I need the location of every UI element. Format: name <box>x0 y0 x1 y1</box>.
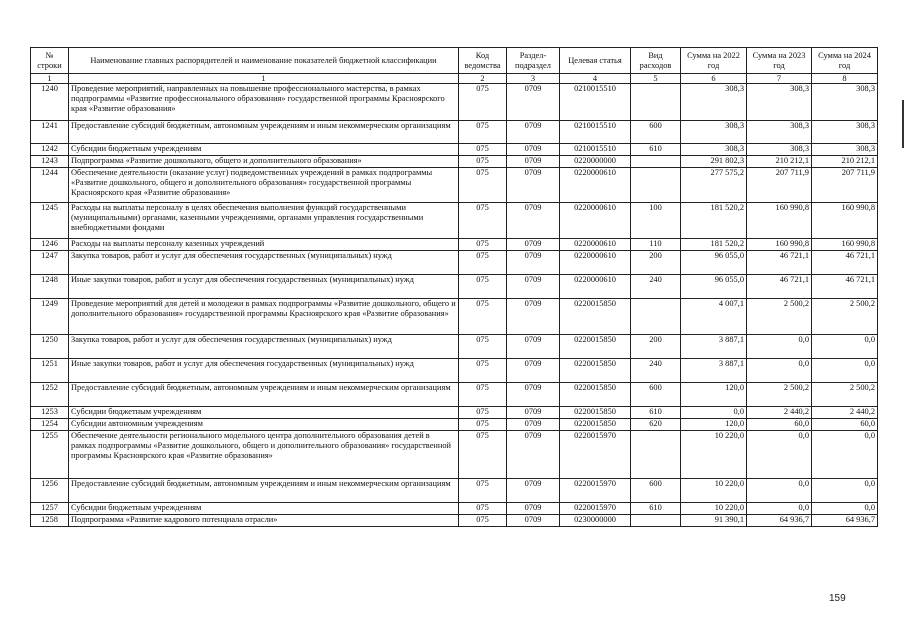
row-sum-2022: 96 055,0 <box>681 275 747 299</box>
row-sum-2024: 308,3 <box>812 144 878 156</box>
header-section: Раздел-подраздел <box>507 48 560 74</box>
row-name: Субсидии бюджетным учреждениям <box>69 144 459 156</box>
row-sum-2023: 0,0 <box>747 503 812 515</box>
column-number: 2 <box>459 74 507 84</box>
row-number: 1254 <box>31 419 69 431</box>
column-number: 3 <box>507 74 560 84</box>
row-section: 0709 <box>507 156 560 168</box>
row-sum-2024: 210 212,1 <box>812 156 878 168</box>
row-sum-2022: 308,3 <box>681 144 747 156</box>
row-section: 0709 <box>507 144 560 156</box>
header-name: Наименование главных распорядителей и наименование показателей бюджетной классификации <box>69 48 459 74</box>
row-name: Субсидии автономным учреждениям <box>69 419 459 431</box>
row-sum-2023: 2 500,2 <box>747 299 812 335</box>
row-sum-2023: 46 721,1 <box>747 275 812 299</box>
row-number: 1246 <box>31 239 69 251</box>
row-sum-2024: 0,0 <box>812 431 878 479</box>
row-sum-2023: 0,0 <box>747 431 812 479</box>
table-row <box>31 407 878 419</box>
row-sum-2023: 0,0 <box>747 479 812 503</box>
column-number: 5 <box>631 74 681 84</box>
row-sum-2022: 91 390,1 <box>681 515 747 527</box>
row-target-article: 0220000610 <box>560 239 631 251</box>
table-row <box>31 203 878 239</box>
row-section: 0709 <box>507 359 560 383</box>
row-target-article: 0220015850 <box>560 299 631 335</box>
row-number: 1250 <box>31 335 69 359</box>
table-row <box>31 84 878 121</box>
row-dept-code: 075 <box>459 84 507 121</box>
row-sum-2023: 308,3 <box>747 144 812 156</box>
row-dept-code: 075 <box>459 335 507 359</box>
column-number: 4 <box>560 74 631 84</box>
row-number: 1241 <box>31 121 69 144</box>
row-dept-code: 075 <box>459 251 507 275</box>
row-sum-2023: 308,3 <box>747 84 812 121</box>
row-target-article: 0220015970 <box>560 479 631 503</box>
row-section: 0709 <box>507 335 560 359</box>
header-num: № строки <box>31 48 69 74</box>
row-dept-code: 075 <box>459 407 507 419</box>
table-row <box>31 121 878 144</box>
row-number: 1251 <box>31 359 69 383</box>
row-target-article: 0220000610 <box>560 203 631 239</box>
row-target-article: 0220000610 <box>560 275 631 299</box>
row-number: 1258 <box>31 515 69 527</box>
row-name: Предоставление субсидий бюджетным, автономным учреждениям и иным некоммерческим организациям <box>69 479 459 503</box>
row-dept-code: 075 <box>459 168 507 203</box>
row-sum-2023: 60,0 <box>747 419 812 431</box>
row-expense-type <box>631 431 681 479</box>
table-row <box>31 168 878 203</box>
row-sum-2022: 0,0 <box>681 407 747 419</box>
table-row <box>31 156 878 168</box>
page-number: 159 <box>829 593 846 604</box>
row-expense-type: 610 <box>631 407 681 419</box>
row-section: 0709 <box>507 121 560 144</box>
row-name: Предоставление субсидий бюджетным, автономным учреждениям и иным некоммерческим организациям <box>69 383 459 407</box>
row-expense-type <box>631 515 681 527</box>
row-dept-code: 075 <box>459 156 507 168</box>
row-sum-2024: 308,3 <box>812 84 878 121</box>
column-number: 8 <box>812 74 878 84</box>
row-target-article: 0220015850 <box>560 407 631 419</box>
row-sum-2022: 10 220,0 <box>681 503 747 515</box>
row-target-article: 0220015850 <box>560 359 631 383</box>
row-sum-2023: 2 500,2 <box>747 383 812 407</box>
row-name: Закупка товаров, работ и услуг для обеспечения государственных (муниципальных) нужд <box>69 335 459 359</box>
row-sum-2024: 0,0 <box>812 479 878 503</box>
row-expense-type: 610 <box>631 503 681 515</box>
row-expense-type: 600 <box>631 479 681 503</box>
row-dept-code: 075 <box>459 203 507 239</box>
row-sum-2024: 207 711,9 <box>812 168 878 203</box>
row-name: Проведение мероприятий, направленных на повышение профессионального мастерства, в рамках подпрограммы «Развитие профессионального образования» государственной программы Красноярского края «Развитие образования» <box>69 84 459 121</box>
row-number: 1244 <box>31 168 69 203</box>
table-row <box>31 503 878 515</box>
table-row <box>31 144 878 156</box>
column-number: 1 <box>69 74 459 84</box>
row-section: 0709 <box>507 251 560 275</box>
header-target: Целевая статья <box>560 48 631 74</box>
row-expense-type <box>631 156 681 168</box>
table-row <box>31 383 878 407</box>
row-sum-2023: 207 711,9 <box>747 168 812 203</box>
edge-mark <box>902 100 904 148</box>
row-sum-2024: 2 500,2 <box>812 383 878 407</box>
row-target-article: 0220000610 <box>560 251 631 275</box>
table-row <box>31 479 878 503</box>
row-section: 0709 <box>507 503 560 515</box>
table-row <box>31 239 878 251</box>
row-name: Субсидии бюджетным учреждениям <box>69 407 459 419</box>
table-row <box>31 251 878 275</box>
row-name: Закупка товаров, работ и услуг для обеспечения государственных (муниципальных) нужд <box>69 251 459 275</box>
row-target-article: 0220015970 <box>560 431 631 479</box>
row-expense-type: 240 <box>631 359 681 383</box>
row-sum-2022: 10 220,0 <box>681 479 747 503</box>
row-number: 1247 <box>31 251 69 275</box>
row-number: 1253 <box>31 407 69 419</box>
row-section: 0709 <box>507 299 560 335</box>
row-dept-code: 075 <box>459 299 507 335</box>
row-target-article: 0220015850 <box>560 383 631 407</box>
row-number: 1248 <box>31 275 69 299</box>
row-expense-type <box>631 299 681 335</box>
row-name: Подпрограмма «Развитие кадрового потенциала отрасли» <box>69 515 459 527</box>
row-number: 1257 <box>31 503 69 515</box>
column-number-row <box>31 74 878 84</box>
row-section: 0709 <box>507 275 560 299</box>
row-sum-2022: 3 887,1 <box>681 359 747 383</box>
row-sum-2023: 46 721,1 <box>747 251 812 275</box>
header-exp-type: Вид расходов <box>631 48 681 74</box>
row-target-article: 0220000610 <box>560 168 631 203</box>
row-sum-2024: 2 440,2 <box>812 407 878 419</box>
row-number: 1255 <box>31 431 69 479</box>
row-number: 1256 <box>31 479 69 503</box>
row-name: Расходы на выплаты персоналу в целях обеспечения выполнения функций государственными (муниципальными) органами, казенными учреждениями, органами управления государственными внебюджетными фондами <box>69 203 459 239</box>
row-target-article: 0220015850 <box>560 335 631 359</box>
row-dept-code: 075 <box>459 515 507 527</box>
row-expense-type: 100 <box>631 203 681 239</box>
row-expense-type: 600 <box>631 383 681 407</box>
row-sum-2023: 160 990,8 <box>747 239 812 251</box>
row-section: 0709 <box>507 84 560 121</box>
row-number: 1249 <box>31 299 69 335</box>
row-number: 1240 <box>31 84 69 121</box>
row-target-article: 0210015510 <box>560 121 631 144</box>
row-expense-type <box>631 168 681 203</box>
row-dept-code: 075 <box>459 239 507 251</box>
row-sum-2022: 277 575,2 <box>681 168 747 203</box>
row-sum-2022: 308,3 <box>681 121 747 144</box>
row-sum-2022: 181 520,2 <box>681 239 747 251</box>
row-sum-2024: 46 721,1 <box>812 275 878 299</box>
row-sum-2024: 308,3 <box>812 121 878 144</box>
row-section: 0709 <box>507 479 560 503</box>
row-section: 0709 <box>507 419 560 431</box>
row-target-article: 0230000000 <box>560 515 631 527</box>
row-section: 0709 <box>507 239 560 251</box>
row-target-article: 0220015970 <box>560 503 631 515</box>
row-name: Обеспечение деятельности регионального модельного центра дополнительного образования детей в рамках подпрограммы «Развитие дошкольного, общего и дополнительного образования» государственной программы Красноярского края «Развитие образования» <box>69 431 459 479</box>
row-sum-2024: 0,0 <box>812 335 878 359</box>
header-sum-2022: Сумма на 2022 год <box>681 48 747 74</box>
row-section: 0709 <box>507 168 560 203</box>
row-sum-2022: 291 802,3 <box>681 156 747 168</box>
row-expense-type: 200 <box>631 251 681 275</box>
row-sum-2023: 308,3 <box>747 121 812 144</box>
row-expense-type: 610 <box>631 144 681 156</box>
row-sum-2022: 120,0 <box>681 419 747 431</box>
row-sum-2024: 160 990,8 <box>812 203 878 239</box>
row-sum-2022: 120,0 <box>681 383 747 407</box>
row-dept-code: 075 <box>459 121 507 144</box>
row-dept-code: 075 <box>459 144 507 156</box>
row-sum-2023: 160 990,8 <box>747 203 812 239</box>
row-sum-2022: 4 007,1 <box>681 299 747 335</box>
row-sum-2023: 64 936,7 <box>747 515 812 527</box>
header-dept: Код ведомства <box>459 48 507 74</box>
row-sum-2024: 0,0 <box>812 503 878 515</box>
row-dept-code: 075 <box>459 479 507 503</box>
row-section: 0709 <box>507 383 560 407</box>
row-sum-2022: 308,3 <box>681 84 747 121</box>
table-row <box>31 275 878 299</box>
row-section: 0709 <box>507 203 560 239</box>
row-expense-type: 600 <box>631 121 681 144</box>
table-row <box>31 419 878 431</box>
row-expense-type: 620 <box>631 419 681 431</box>
row-section: 0709 <box>507 515 560 527</box>
row-expense-type: 200 <box>631 335 681 359</box>
row-sum-2022: 10 220,0 <box>681 431 747 479</box>
row-dept-code: 075 <box>459 383 507 407</box>
row-number: 1252 <box>31 383 69 407</box>
row-number: 1243 <box>31 156 69 168</box>
row-section: 0709 <box>507 407 560 419</box>
row-sum-2023: 0,0 <box>747 359 812 383</box>
row-name: Иные закупки товаров, работ и услуг для обеспечения государственных (муниципальных) нужд <box>69 275 459 299</box>
row-name: Расходы на выплаты персоналу казенных учреждений <box>69 239 459 251</box>
row-section: 0709 <box>507 431 560 479</box>
row-expense-type: 110 <box>631 239 681 251</box>
budget-table <box>30 47 878 527</box>
row-sum-2024: 64 936,7 <box>812 515 878 527</box>
column-number: 1 <box>31 74 69 84</box>
row-sum-2024: 160 990,8 <box>812 239 878 251</box>
row-dept-code: 075 <box>459 275 507 299</box>
row-dept-code: 075 <box>459 419 507 431</box>
table-row <box>31 431 878 479</box>
row-target-article: 0220000000 <box>560 156 631 168</box>
row-dept-code: 075 <box>459 503 507 515</box>
table-row <box>31 299 878 335</box>
row-sum-2022: 181 520,2 <box>681 203 747 239</box>
row-dept-code: 075 <box>459 431 507 479</box>
row-sum-2024: 46 721,1 <box>812 251 878 275</box>
header-sum-2023: Сумма на 2023 год <box>747 48 812 74</box>
column-number: 6 <box>681 74 747 84</box>
row-expense-type: 240 <box>631 275 681 299</box>
row-name: Подпрограмма «Развитие дошкольного, общего и дополнительного образования» <box>69 156 459 168</box>
header-sum-2024: Сумма на 2024 год <box>812 48 878 74</box>
table-row <box>31 359 878 383</box>
row-number: 1245 <box>31 203 69 239</box>
row-sum-2023: 0,0 <box>747 335 812 359</box>
row-name: Проведение мероприятий для детей и молодежи в рамках подпрограммы «Развитие дошкольного, общего и дополнительного образования» государственной программы Красноярского края «Развитие образования» <box>69 299 459 335</box>
column-number: 7 <box>747 74 812 84</box>
table-row <box>31 515 878 527</box>
row-target-article: 0220015850 <box>560 419 631 431</box>
row-sum-2023: 2 440,2 <box>747 407 812 419</box>
row-name: Обеспечение деятельности (оказание услуг) подведомственных учреждений в рамках подпрограммы «Развитие дошкольного, общего и дополнительного образования» государственной программы Красноярского края «Развитие образования» <box>69 168 459 203</box>
row-sum-2022: 96 055,0 <box>681 251 747 275</box>
row-sum-2024: 2 500,2 <box>812 299 878 335</box>
row-target-article: 0210015510 <box>560 84 631 121</box>
table-row <box>31 335 878 359</box>
header-row <box>31 48 878 74</box>
row-sum-2022: 3 887,1 <box>681 335 747 359</box>
row-expense-type <box>631 84 681 121</box>
row-name: Субсидии бюджетным учреждениям <box>69 503 459 515</box>
row-name: Предоставление субсидий бюджетным, автономным учреждениям и иным некоммерческим организациям <box>69 121 459 144</box>
table-body <box>31 84 878 527</box>
row-sum-2024: 60,0 <box>812 419 878 431</box>
row-sum-2023: 210 212,1 <box>747 156 812 168</box>
row-sum-2024: 0,0 <box>812 359 878 383</box>
row-name: Иные закупки товаров, работ и услуг для обеспечения государственных (муниципальных) нужд <box>69 359 459 383</box>
row-target-article: 0210015510 <box>560 144 631 156</box>
row-dept-code: 075 <box>459 359 507 383</box>
row-number: 1242 <box>31 144 69 156</box>
